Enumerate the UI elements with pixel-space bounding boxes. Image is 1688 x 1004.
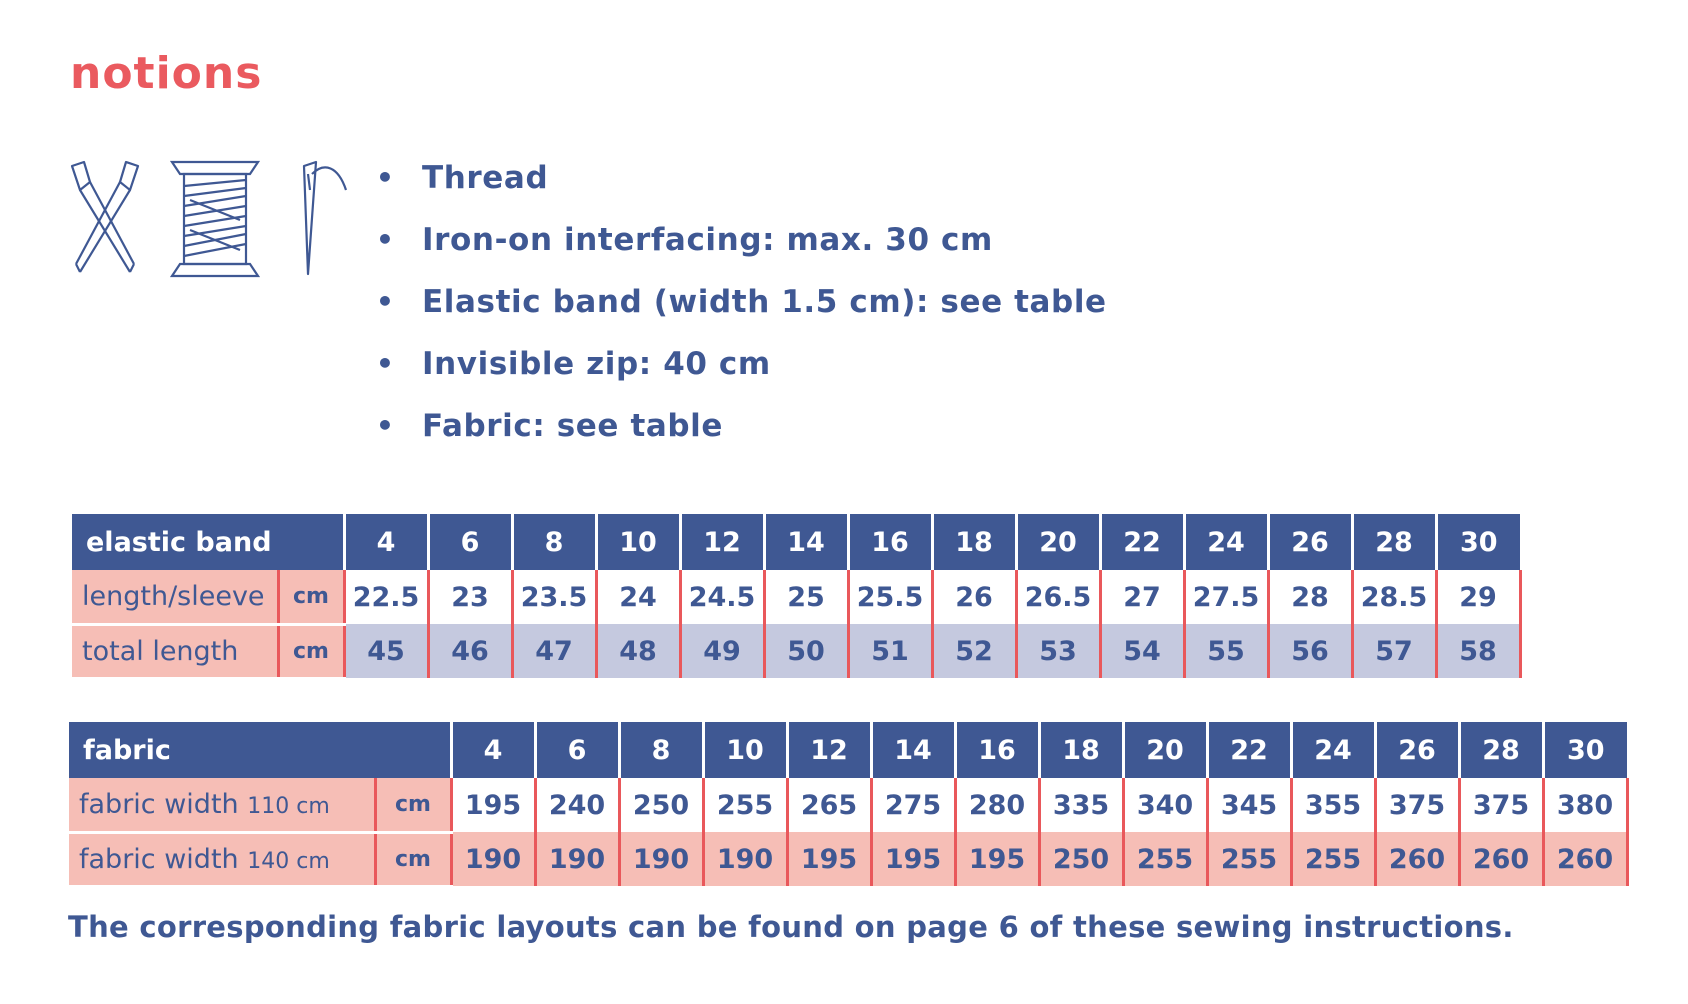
elastic-band-table bbox=[72, 514, 1522, 680]
table-cell: 24 bbox=[596, 570, 680, 624]
table-cell: 255 bbox=[1291, 832, 1375, 886]
table-cell: 250 bbox=[1039, 832, 1123, 886]
row-label-width: 140 cm bbox=[247, 848, 330, 874]
size-header: 6 bbox=[428, 514, 512, 570]
row-label: total length bbox=[72, 624, 278, 678]
size-header: 14 bbox=[871, 722, 955, 778]
row-label: length/sleeve bbox=[72, 570, 278, 624]
size-header: 4 bbox=[451, 722, 535, 778]
table-cell: 27.5 bbox=[1184, 570, 1268, 624]
row-unit: cm bbox=[375, 832, 451, 886]
size-header: 24 bbox=[1184, 514, 1268, 570]
table-cell: 29 bbox=[1436, 570, 1520, 624]
table-cell: 56 bbox=[1268, 624, 1352, 678]
size-header: 12 bbox=[787, 722, 871, 778]
table-cell: 260 bbox=[1543, 832, 1627, 886]
size-header: 30 bbox=[1543, 722, 1627, 778]
table-cell: 54 bbox=[1100, 624, 1184, 678]
table-cell: 255 bbox=[1123, 832, 1207, 886]
table-row bbox=[72, 570, 1520, 624]
table-cell: 375 bbox=[1375, 778, 1459, 832]
table-cell: 255 bbox=[1207, 832, 1291, 886]
table-cell: 260 bbox=[1459, 832, 1543, 886]
notion-item: • Invisible zip: 40 cm bbox=[370, 338, 1107, 400]
size-header: 28 bbox=[1459, 722, 1543, 778]
notions-icons bbox=[68, 160, 358, 278]
row-label bbox=[69, 778, 375, 832]
notions-list bbox=[370, 152, 1107, 462]
size-header: 20 bbox=[1123, 722, 1207, 778]
table-cell: 26 bbox=[932, 570, 1016, 624]
table-cell: 58 bbox=[1436, 624, 1520, 678]
row-label-text: fabric width bbox=[79, 843, 239, 875]
size-header: 30 bbox=[1436, 514, 1520, 570]
row-label bbox=[69, 832, 375, 886]
table-cell: 50 bbox=[764, 624, 848, 678]
table-cell: 335 bbox=[1039, 778, 1123, 832]
table-cell: 24.5 bbox=[680, 570, 764, 624]
table-cell: 190 bbox=[451, 832, 535, 886]
table-cell: 195 bbox=[955, 832, 1039, 886]
table-cell: 53 bbox=[1016, 624, 1100, 678]
table-cell: 48 bbox=[596, 624, 680, 678]
table-cell: 45 bbox=[344, 624, 428, 678]
row-unit: cm bbox=[278, 570, 344, 624]
size-header: 14 bbox=[764, 514, 848, 570]
table-cell: 340 bbox=[1123, 778, 1207, 832]
fabric-table bbox=[69, 722, 1629, 888]
size-header: 16 bbox=[848, 514, 932, 570]
page-title: notions bbox=[70, 48, 263, 99]
size-header: 24 bbox=[1291, 722, 1375, 778]
table-cell: 49 bbox=[680, 624, 764, 678]
row-label-text: fabric width bbox=[79, 788, 239, 820]
size-header: 10 bbox=[703, 722, 787, 778]
footer-note: The corresponding fabric layouts can be found on page 6 of these sewing instructions. bbox=[68, 910, 1514, 944]
table-row bbox=[69, 832, 1627, 886]
size-header: 28 bbox=[1352, 514, 1436, 570]
table-cell: 52 bbox=[932, 624, 1016, 678]
table-title: elastic band bbox=[72, 514, 344, 570]
size-header: 22 bbox=[1100, 514, 1184, 570]
table-cell: 25 bbox=[764, 570, 848, 624]
notion-item: • Iron-on interfacing: max. 30 cm bbox=[370, 214, 1107, 276]
size-header: 8 bbox=[619, 722, 703, 778]
notion-item: • Thread bbox=[370, 152, 1107, 214]
table-cell: 260 bbox=[1375, 832, 1459, 886]
thread-spool-icon bbox=[170, 160, 260, 278]
table-row bbox=[72, 624, 1520, 678]
table-cell: 250 bbox=[619, 778, 703, 832]
table-cell: 190 bbox=[535, 832, 619, 886]
table-cell: 375 bbox=[1459, 778, 1543, 832]
table-cell: 22.5 bbox=[344, 570, 428, 624]
size-header: 18 bbox=[932, 514, 1016, 570]
table-cell: 195 bbox=[787, 832, 871, 886]
row-label-width: 110 cm bbox=[247, 793, 330, 819]
table-cell: 255 bbox=[703, 778, 787, 832]
size-header: 18 bbox=[1039, 722, 1123, 778]
table-cell: 280 bbox=[955, 778, 1039, 832]
table-cell: 57 bbox=[1352, 624, 1436, 678]
size-header: 20 bbox=[1016, 514, 1100, 570]
size-header: 12 bbox=[680, 514, 764, 570]
table-cell: 26.5 bbox=[1016, 570, 1100, 624]
size-header: 22 bbox=[1207, 722, 1291, 778]
table-cell: 380 bbox=[1543, 778, 1627, 832]
table-cell: 355 bbox=[1291, 778, 1375, 832]
size-header: 6 bbox=[535, 722, 619, 778]
size-header: 26 bbox=[1375, 722, 1459, 778]
needle-icon bbox=[290, 160, 350, 278]
table-cell: 275 bbox=[871, 778, 955, 832]
size-header: 4 bbox=[344, 514, 428, 570]
scissors-icon bbox=[68, 160, 142, 278]
table-cell: 190 bbox=[619, 832, 703, 886]
table-title: fabric bbox=[69, 722, 451, 778]
row-unit: cm bbox=[278, 624, 344, 678]
table-cell: 195 bbox=[451, 778, 535, 832]
size-header: 26 bbox=[1268, 514, 1352, 570]
row-unit: cm bbox=[375, 778, 451, 832]
table-cell: 23.5 bbox=[512, 570, 596, 624]
table-cell: 28 bbox=[1268, 570, 1352, 624]
table-cell: 25.5 bbox=[848, 570, 932, 624]
table-cell: 240 bbox=[535, 778, 619, 832]
table-cell: 23 bbox=[428, 570, 512, 624]
table-cell: 195 bbox=[871, 832, 955, 886]
table-header-row bbox=[69, 722, 1627, 778]
size-header: 10 bbox=[596, 514, 680, 570]
size-header: 8 bbox=[512, 514, 596, 570]
notion-item: • Fabric: see table bbox=[370, 400, 1107, 462]
size-header: 16 bbox=[955, 722, 1039, 778]
table-header-row bbox=[72, 514, 1520, 570]
table-cell: 46 bbox=[428, 624, 512, 678]
notion-item: • Elastic band (width 1.5 cm): see table bbox=[370, 276, 1107, 338]
table-cell: 51 bbox=[848, 624, 932, 678]
table-cell: 28.5 bbox=[1352, 570, 1436, 624]
table-cell: 190 bbox=[703, 832, 787, 886]
table-cell: 47 bbox=[512, 624, 596, 678]
table-cell: 265 bbox=[787, 778, 871, 832]
table-row bbox=[69, 778, 1627, 832]
table-cell: 345 bbox=[1207, 778, 1291, 832]
table-cell: 55 bbox=[1184, 624, 1268, 678]
table-cell: 27 bbox=[1100, 570, 1184, 624]
